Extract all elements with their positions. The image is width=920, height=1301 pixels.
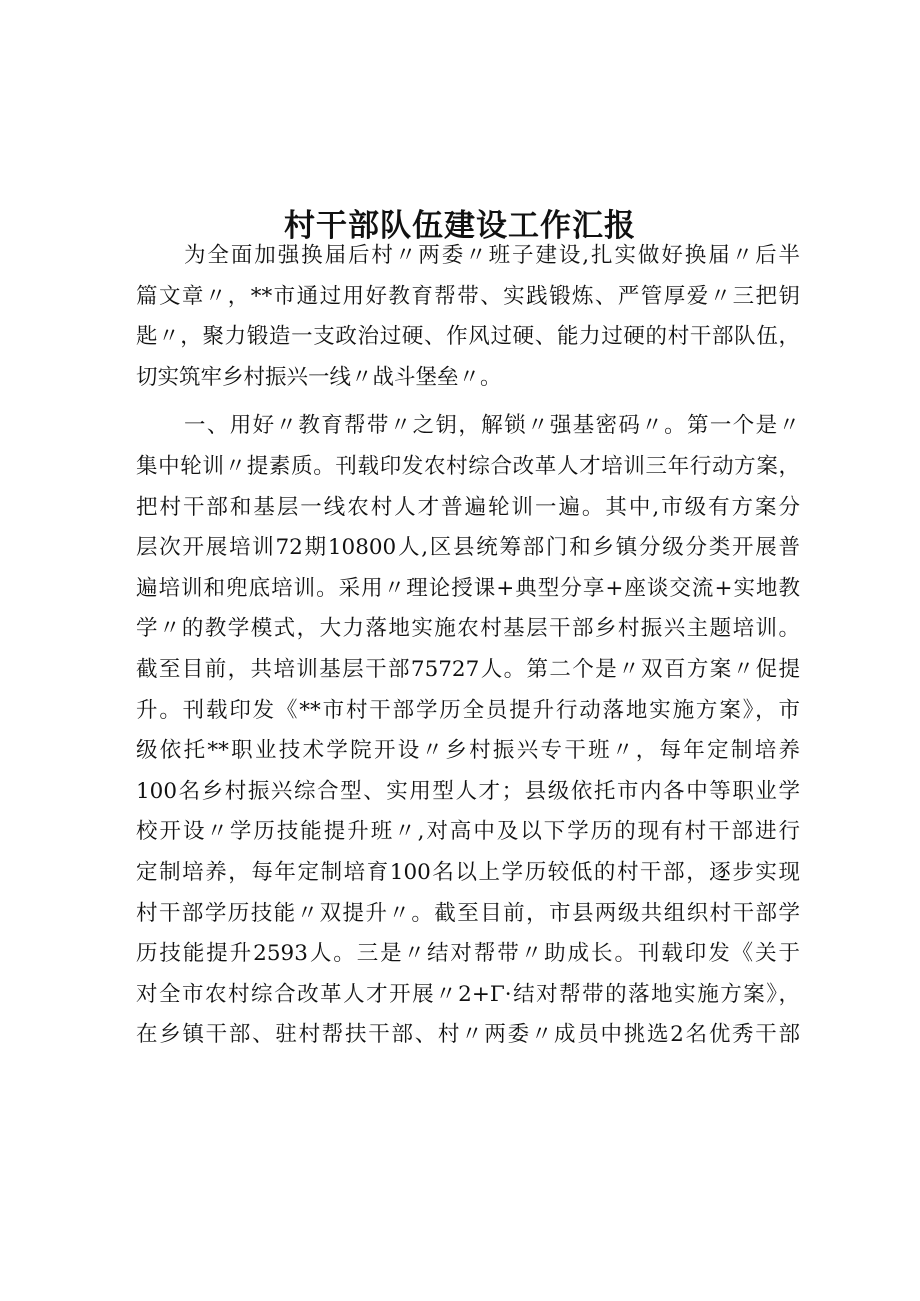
paragraph-line: 匙〃，聚力锻造一支政治过硬、作风过硬、能力过硬的村干部队伍， — [136, 324, 800, 350]
paragraph-spacer — [136, 398, 800, 406]
paragraph-line: 村干部学历技能〃双提升〃。截至目前，市县两级共组织村干部学 — [136, 900, 800, 926]
paragraph-line: 升。刊载印发《**市村干部学历全员提升行动落地实施方案》，市 — [136, 697, 800, 723]
document-title: 村干部队伍建设工作汇报 — [284, 208, 636, 244]
paragraph-line: 为全面加强换届后村〃两委〃班子建设,扎实做好换届〃后半 — [184, 243, 800, 268]
paragraph-line: 对全市农村综合改革人才开展〃2+Γ·结对帮带的落地实施方案》， — [136, 981, 800, 1007]
document-body — [136, 236, 800, 1056]
paragraph-line: 截至目前，共培训基层干部75727人。第二个是〃双百方案〃促提 — [136, 656, 800, 682]
paragraph-line: 把村干部和基层一线农村人才普遍轮训一遍。其中,市级有方案分 — [136, 494, 800, 520]
paragraph-intro — [136, 236, 800, 398]
paragraph-line: 级依托**职业技术学院开设〃乡村振兴专干班〃，每年定制培养 — [136, 738, 800, 764]
paragraph-line: 层次开展培训72期10800人,区县统筹部门和乡镇分级分类开展普 — [136, 535, 800, 561]
paragraph-line: 在乡镇干部、驻村帮扶干部、村〃两委〃成员中挑选2名优秀干部 — [136, 1022, 800, 1048]
paragraph-line: 篇文章〃，**市通过用好教育帮带、实践锻炼、严管厚爱〃三把钥 — [136, 283, 800, 309]
paragraph-line: 遍培训和兜底培训。采用〃理论授课+典型分享+座谈交流+实地教 — [136, 575, 800, 601]
paragraph-line: 定制培养，每年定制培育100名以上学历较低的村干部，逐步实现 — [136, 859, 800, 885]
paragraph-line: 学〃的教学模式，大力落地实施农村基层干部乡村振兴主题培训。 — [136, 616, 800, 642]
paragraph-line: 切实筑牢乡村振兴一线〃战斗堡垒〃。 — [136, 364, 502, 390]
paragraph-line: 历技能提升2593人。三是〃结对帮带〃助成长。刊载印发《关于 — [136, 941, 800, 967]
paragraph-line: 100名乡村振兴综合型、实用型人才；县级依托市内各中等职业学 — [136, 778, 800, 804]
paragraph-section-one — [136, 406, 800, 1056]
paragraph-line: 一、用好〃教育帮带〃之钥，解锁〃强基密码〃。第一个是〃 — [184, 413, 800, 439]
paragraph-line: 集中轮训〃提素质。刊载印发农村综合改革人才培训三年行动方案， — [136, 453, 800, 479]
paragraph-line: 校开设〃学历技能提升班〃,对高中及以下学历的现有村干部进行 — [136, 819, 800, 845]
